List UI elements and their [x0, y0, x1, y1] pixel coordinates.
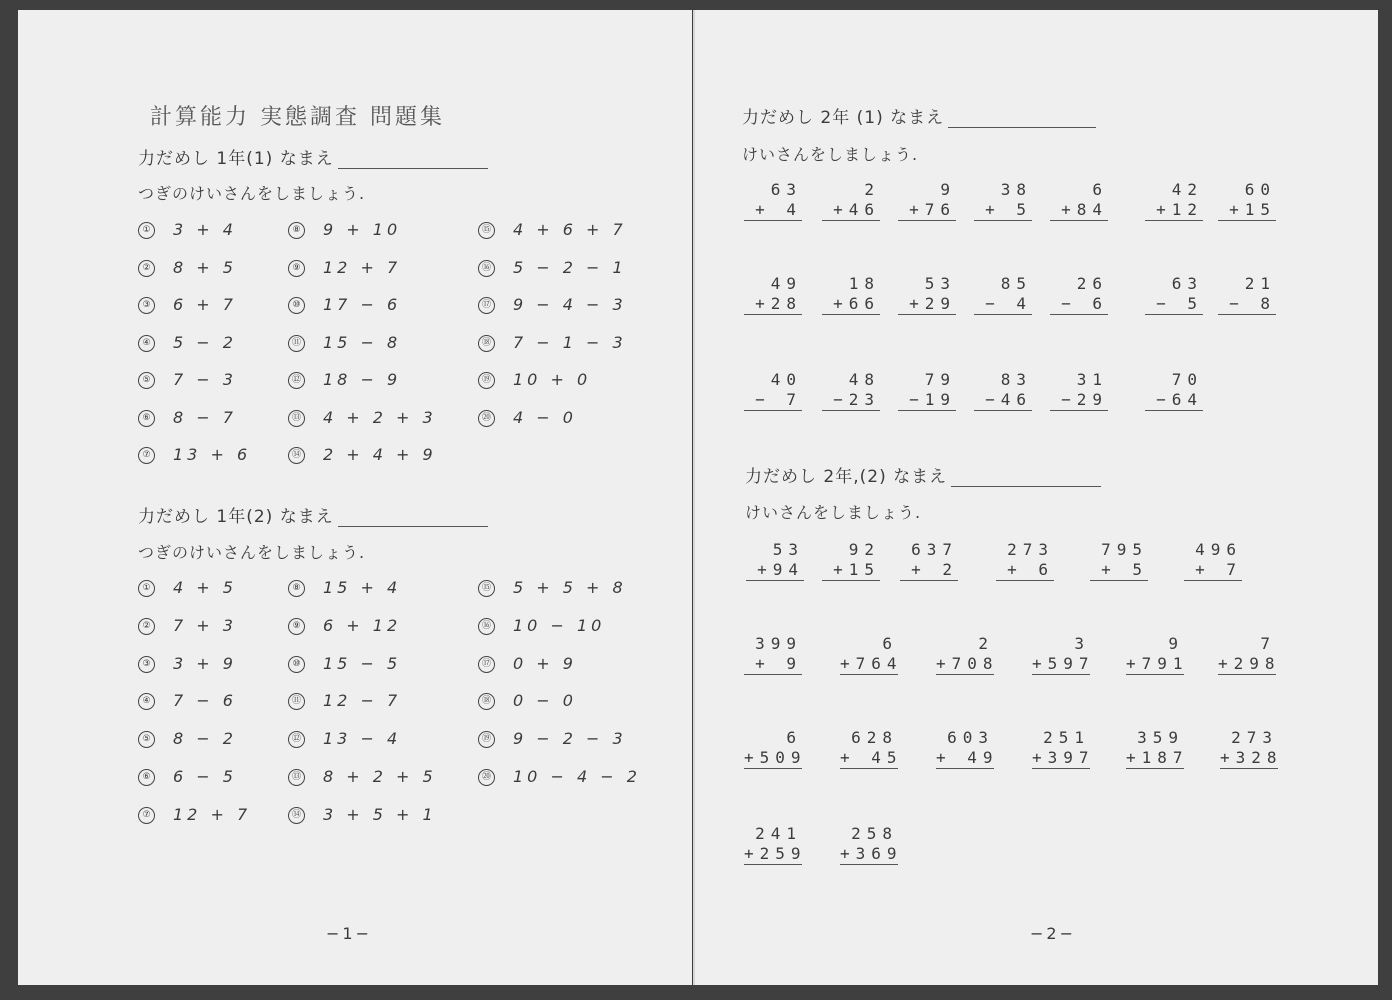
- column-addition-problem: [822, 180, 880, 221]
- problem-expression: 3 + 9: [173, 653, 237, 673]
- section-4-instruction: けいさんをしましょう.: [745, 503, 922, 522]
- problem-top-number: 6: [1092, 180, 1108, 199]
- problem-number: ②: [138, 260, 155, 277]
- column-addition-problem: [744, 274, 802, 315]
- problem-number: ⑪: [288, 693, 305, 710]
- problem-bottom-number: +29: [898, 294, 956, 315]
- problem-bottom-number: + 7: [1184, 560, 1242, 581]
- problem-expression: 8 − 7: [173, 407, 237, 427]
- problem-number: ③: [138, 656, 155, 673]
- problem-number: ⑤: [138, 372, 155, 389]
- problem-number: ⑫: [288, 731, 305, 748]
- column-addition-problem: [1218, 180, 1276, 221]
- problem-top-number: 53: [772, 540, 804, 559]
- problem-expression: 10 − 4 − 2: [513, 767, 641, 786]
- name-blank: [338, 508, 488, 527]
- section-1-header-text: 力だめし 1年(1) なまえ: [138, 149, 334, 169]
- problem-bottom-number: + 5: [974, 200, 1032, 221]
- problem-top-number: 496: [1195, 540, 1242, 559]
- problem-bottom-number: +15: [1218, 200, 1276, 221]
- problem-top-number: 6: [786, 728, 802, 747]
- problem-bottom-number: +28: [744, 294, 802, 315]
- problem-number: ⑭: [288, 447, 305, 464]
- problem-item: [478, 654, 577, 673]
- problem-item: [138, 691, 237, 710]
- name-blank: [338, 150, 488, 169]
- problem-bottom-number: +708: [936, 654, 999, 673]
- problem-number: ⑩: [288, 656, 305, 673]
- problem-bottom-number: + 6: [996, 560, 1054, 581]
- problem-expression: 15 − 5: [323, 653, 402, 673]
- problem-expression: 7 − 1 − 3: [513, 332, 627, 352]
- problem-top-number: 6: [882, 634, 898, 653]
- column-addition-problem: [840, 634, 903, 675]
- column-addition-problem: [1145, 180, 1203, 221]
- problem-top-number: 31: [1076, 370, 1108, 389]
- problem-expression: 4 + 6 + 7: [513, 220, 627, 239]
- column-addition-problem: [974, 274, 1032, 315]
- problem-bottom-number: +76: [898, 200, 956, 221]
- problem-bottom-number: +15: [822, 560, 880, 581]
- problem-expression: 0 + 9: [513, 653, 577, 673]
- problem-item: [138, 333, 237, 352]
- problem-top-number: 7: [1260, 634, 1276, 653]
- column-addition-problem: [746, 540, 804, 581]
- column-addition-problem: [900, 540, 958, 581]
- column-addition-problem: [744, 370, 802, 411]
- problem-item: [478, 408, 577, 427]
- problem-number: ⑰: [478, 656, 495, 673]
- problem-bottom-number: +509: [744, 748, 807, 767]
- problem-expression: 9 − 2 − 3: [513, 729, 627, 749]
- problem-bottom-number: + 45: [840, 748, 903, 767]
- problem-number: ⑬: [288, 410, 305, 427]
- problem-number: ⑪: [288, 335, 305, 352]
- problem-top-number: 42: [1171, 180, 1203, 199]
- page-number: −2−: [1030, 924, 1076, 943]
- column-addition-problem: [996, 540, 1054, 581]
- name-blank: [948, 109, 1096, 128]
- problem-item: [138, 258, 237, 277]
- problem-top-number: 603: [947, 728, 994, 747]
- problem-number: ⑬: [288, 769, 305, 786]
- problem-item: [478, 729, 627, 748]
- problem-item: [138, 445, 251, 464]
- problem-top-number: 79: [924, 370, 956, 389]
- problem-number: ④: [138, 335, 155, 352]
- problem-bottom-number: +46: [822, 200, 880, 221]
- column-addition-problem: [1218, 274, 1276, 315]
- problem-item: [478, 616, 605, 635]
- problem-top-number: 53: [924, 274, 956, 293]
- problem-expression: 9 − 4 − 3: [513, 295, 627, 314]
- problem-item: [478, 370, 591, 389]
- problem-item: [288, 767, 437, 786]
- problem-expression: 9 + 10: [323, 220, 402, 239]
- problem-bottom-number: +328: [1220, 748, 1283, 767]
- problem-top-number: 40: [770, 370, 802, 389]
- problem-expression: 12 + 7: [323, 257, 402, 277]
- problem-item: [138, 408, 237, 427]
- problem-number: ⑮: [478, 580, 495, 597]
- problem-top-number: 273: [1231, 728, 1278, 747]
- problem-bottom-number: + 49: [936, 748, 999, 767]
- problem-number: ⑨: [288, 618, 305, 635]
- page-number: −1−: [326, 924, 372, 943]
- column-addition-problem: [898, 274, 956, 315]
- problem-item: [138, 295, 237, 314]
- problem-item: [288, 258, 401, 277]
- problem-top-number: 251: [1043, 728, 1090, 747]
- problem-expression: 5 − 2 − 1: [513, 257, 627, 277]
- column-addition-problem: [1126, 634, 1189, 675]
- column-addition-problem: [1184, 540, 1242, 581]
- problem-top-number: 70: [1171, 370, 1203, 389]
- problem-bottom-number: + 5: [1090, 560, 1148, 581]
- column-addition-problem: [1126, 728, 1189, 769]
- column-addition-problem: [1145, 274, 1203, 315]
- problem-item: [288, 616, 401, 635]
- problem-expression: 4 − 0: [513, 407, 577, 427]
- problem-bottom-number: − 7: [744, 390, 802, 411]
- problem-bottom-number: +84: [1050, 200, 1108, 221]
- problem-item: [478, 220, 627, 239]
- column-addition-problem: [936, 728, 999, 769]
- column-addition-problem: [1032, 634, 1095, 675]
- problem-expression: 3 + 4: [173, 220, 237, 239]
- problem-expression: 18 − 9: [323, 370, 402, 389]
- problem-bottom-number: +597: [1032, 654, 1095, 673]
- problem-expression: 6 − 5: [173, 767, 237, 786]
- section-4-header: [745, 462, 1101, 487]
- problem-number: ⑱: [478, 335, 495, 352]
- column-addition-problem: [744, 824, 807, 865]
- problem-expression: 6 + 12: [323, 615, 402, 635]
- problem-number: ⑱: [478, 693, 495, 710]
- column-addition-problem: [974, 180, 1032, 221]
- problem-expression: 15 − 8: [323, 332, 402, 352]
- section-2-header-text: 力だめし 1年(2) なまえ: [138, 507, 334, 527]
- problem-item: [288, 578, 401, 597]
- problem-item: [478, 333, 627, 352]
- problem-top-number: 258: [851, 824, 898, 843]
- problem-top-number: 48: [848, 370, 880, 389]
- column-addition-problem: [936, 634, 999, 675]
- problem-bottom-number: −23: [822, 390, 880, 411]
- column-addition-problem: [898, 370, 956, 411]
- problem-number: ①: [138, 222, 155, 239]
- problem-bottom-number: + 9: [744, 654, 802, 675]
- column-addition-problem: [1218, 634, 1281, 675]
- problem-expression: 13 + 6: [173, 445, 252, 464]
- problem-bottom-number: +397: [1032, 748, 1095, 767]
- problem-item: [138, 578, 237, 597]
- problem-expression: 6 + 7: [173, 295, 237, 314]
- document-title: 計算能力 実態調査 問題集: [150, 105, 445, 130]
- problem-item: [478, 578, 627, 597]
- column-addition-problem: [898, 180, 956, 221]
- problem-top-number: 2: [978, 634, 994, 653]
- problem-top-number: 359: [1137, 728, 1184, 747]
- problem-item: [288, 729, 401, 748]
- problem-expression: 15 + 4: [323, 578, 402, 597]
- problem-expression: 8 + 5: [173, 257, 237, 277]
- problem-number: ⑫: [288, 372, 305, 389]
- problem-expression: 12 + 7: [173, 804, 252, 824]
- problem-bottom-number: +94: [746, 560, 804, 581]
- problem-number: ⑲: [478, 731, 495, 748]
- column-addition-problem: [840, 728, 903, 769]
- problem-top-number: 83: [1000, 370, 1032, 389]
- problem-expression: 4 + 5: [173, 578, 237, 597]
- problem-top-number: 9: [1168, 634, 1184, 653]
- problem-expression: 12 − 7: [323, 691, 402, 711]
- problem-bottom-number: − 8: [1218, 294, 1276, 315]
- problem-number: ③: [138, 297, 155, 314]
- problem-bottom-number: + 4: [744, 200, 802, 221]
- problem-item: [288, 654, 401, 673]
- problem-item: [138, 729, 237, 748]
- problem-bottom-number: +298: [1218, 654, 1281, 673]
- column-addition-problem: [1050, 274, 1108, 315]
- problem-top-number: 92: [848, 540, 880, 559]
- problem-top-number: 21: [1244, 274, 1276, 293]
- problem-item: [288, 220, 401, 239]
- problem-item: [478, 258, 627, 277]
- problem-expression: 2 + 4 + 9: [323, 445, 437, 464]
- problem-item: [288, 295, 401, 314]
- problem-top-number: 63: [1171, 274, 1203, 293]
- problem-bottom-number: +791: [1126, 654, 1189, 673]
- column-addition-problem: [744, 728, 807, 769]
- problem-expression: 3 + 5 + 1: [323, 804, 437, 824]
- problem-bottom-number: −64: [1145, 390, 1203, 411]
- section-2-header: [138, 502, 488, 527]
- problem-number: ⑮: [478, 222, 495, 239]
- problem-number: ⑲: [478, 372, 495, 389]
- column-addition-problem: [1050, 370, 1108, 411]
- problem-item: [478, 767, 641, 786]
- problem-number: ②: [138, 618, 155, 635]
- problem-expression: 7 + 3: [173, 615, 237, 635]
- problem-number: ⑦: [138, 807, 155, 824]
- problem-top-number: 18: [848, 274, 880, 293]
- problem-number: ⑥: [138, 410, 155, 427]
- problem-expression: 10 + 0: [513, 370, 592, 389]
- page-fold: [693, 10, 695, 985]
- problem-bottom-number: + 2: [900, 560, 958, 581]
- problem-number: ⑳: [478, 769, 495, 786]
- section-3-header: [742, 103, 1096, 128]
- column-addition-problem: [974, 370, 1032, 411]
- problem-item: [138, 616, 237, 635]
- problem-number: ⑰: [478, 297, 495, 314]
- problem-bottom-number: − 6: [1050, 294, 1108, 315]
- problem-expression: 5 − 2: [173, 332, 237, 352]
- problem-bottom-number: +66: [822, 294, 880, 315]
- problem-bottom-number: −19: [898, 390, 956, 411]
- problem-expression: 0 − 0: [513, 691, 577, 711]
- problem-bottom-number: +187: [1126, 748, 1189, 767]
- problem-expression: 7 − 3: [173, 370, 237, 389]
- section-1-instruction: つぎのけいさんをしましょう.: [138, 184, 366, 203]
- problem-top-number: 2: [864, 180, 880, 199]
- problem-number: ④: [138, 693, 155, 710]
- problem-number: ⑥: [138, 769, 155, 786]
- problem-number: ⑧: [288, 222, 305, 239]
- problem-item: [288, 805, 437, 824]
- problem-top-number: 63: [770, 180, 802, 199]
- problem-expression: 17 − 6: [323, 295, 402, 314]
- problem-top-number: 60: [1244, 180, 1276, 199]
- problem-item: [138, 767, 237, 786]
- problem-bottom-number: +764: [840, 654, 903, 673]
- problem-number: ⑯: [478, 260, 495, 277]
- problem-expression: 5 + 5 + 8: [513, 578, 627, 597]
- problem-bottom-number: +259: [744, 844, 807, 863]
- problem-expression: 8 + 2 + 5: [323, 767, 437, 786]
- problem-item: [478, 295, 627, 314]
- column-addition-problem: [1220, 728, 1283, 769]
- problem-item: [138, 220, 237, 239]
- problem-item: [288, 691, 401, 710]
- problem-top-number: 795: [1101, 540, 1148, 559]
- problem-number: ⑦: [138, 447, 155, 464]
- column-addition-problem: [744, 180, 802, 221]
- problem-bottom-number: − 5: [1145, 294, 1203, 315]
- problem-bottom-number: − 4: [974, 294, 1032, 315]
- problem-bottom-number: −46: [974, 390, 1032, 411]
- column-addition-problem: [840, 824, 903, 865]
- problem-expression: 8 − 2: [173, 729, 237, 749]
- problem-number: ⑭: [288, 807, 305, 824]
- section-4-header-text: 力だめし 2年,(2) なまえ: [745, 467, 948, 487]
- problem-number: ①: [138, 580, 155, 597]
- section-3-instruction: けいさんをしましょう.: [742, 145, 919, 164]
- problem-item: [138, 370, 237, 389]
- column-addition-problem: [1032, 728, 1095, 769]
- problem-item: [288, 370, 401, 389]
- section-2-instruction: つぎのけいさんをしましょう.: [138, 543, 366, 562]
- problem-number: ⑨: [288, 260, 305, 277]
- problem-bottom-number: +369: [840, 844, 903, 863]
- problem-expression: 13 − 4: [323, 729, 402, 749]
- column-addition-problem: [1145, 370, 1203, 411]
- problem-top-number: 241: [755, 824, 802, 843]
- column-addition-problem: [822, 370, 880, 411]
- problem-number: ⑳: [478, 410, 495, 427]
- section-3-header-text: 力だめし 2年 (1) なまえ: [742, 108, 945, 128]
- problem-expression: 10 − 10: [513, 615, 606, 635]
- problem-expression: 7 − 6: [173, 691, 237, 711]
- problem-top-number: 637: [911, 540, 958, 559]
- name-blank: [951, 468, 1101, 487]
- problem-number: ⑤: [138, 731, 155, 748]
- problem-top-number: 3: [1074, 634, 1090, 653]
- problem-number: ⑧: [288, 580, 305, 597]
- problem-item: [288, 445, 437, 464]
- column-addition-problem: [1050, 180, 1108, 221]
- column-addition-problem: [822, 540, 880, 581]
- problem-item: [288, 408, 437, 427]
- problem-top-number: 85: [1000, 274, 1032, 293]
- problem-top-number: 49: [770, 274, 802, 293]
- problem-top-number: 399: [755, 634, 802, 653]
- problem-top-number: 273: [1007, 540, 1054, 559]
- problem-top-number: 9: [940, 180, 956, 199]
- problem-top-number: 26: [1076, 274, 1108, 293]
- section-1-header: [138, 144, 488, 169]
- problem-number: ⑩: [288, 297, 305, 314]
- problem-item: [138, 654, 237, 673]
- column-addition-problem: [1090, 540, 1148, 581]
- problem-top-number: 628: [851, 728, 898, 747]
- problem-number: ⑯: [478, 618, 495, 635]
- problem-top-number: 38: [1000, 180, 1032, 199]
- problem-item: [138, 805, 251, 824]
- column-addition-problem: [744, 634, 802, 675]
- column-addition-problem: [822, 274, 880, 315]
- problem-item: [478, 691, 577, 710]
- problem-expression: 4 + 2 + 3: [323, 407, 437, 427]
- problem-bottom-number: −29: [1050, 390, 1108, 411]
- problem-item: [288, 333, 401, 352]
- problem-bottom-number: +12: [1145, 200, 1203, 221]
